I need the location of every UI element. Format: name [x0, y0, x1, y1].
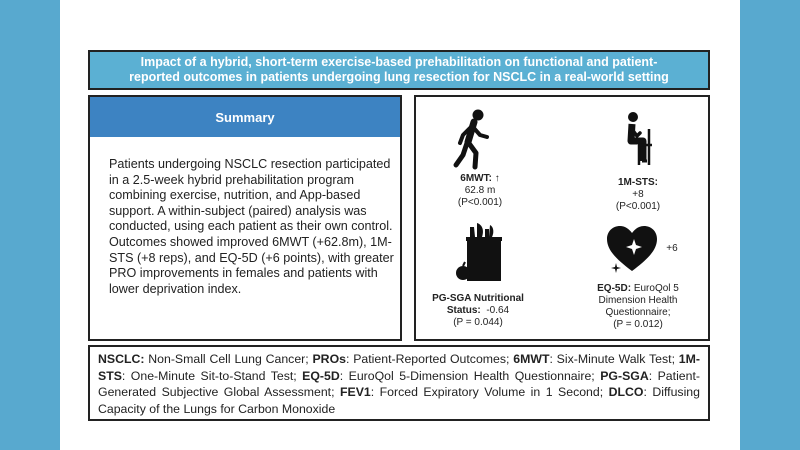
- abbr-term: DLCO: [608, 385, 644, 399]
- abbr-def: : One-Minute Sit-to-Stand Test;: [121, 368, 303, 383]
- abbreviations-panel: [88, 345, 710, 421]
- abbr-term: PROs: [312, 352, 346, 366]
- results-panel: [414, 95, 710, 341]
- abbr-term: PG-SGA: [600, 368, 649, 383]
- summary-body: Patients undergoing NSCLC resection participated in a 2.5-week hybrid prehabilitation program combining exercise, nutrition, and App-based support. A within-subject (paired) analysis was conducted, using each patient as their own control. Outcomes showed improved 6MWT (+62.8m), 1M-STS (+8 reps), and EQ-5D (+6 points), with greater PRO improvements in females and patients with lower deprivation index.: [109, 157, 394, 296]
- metric-6mwt-p: (P<0.001): [457, 197, 503, 208]
- metric-eq5d-p: (P = 0.012): [613, 319, 663, 330]
- abbr-term: 6MWT: [513, 352, 550, 366]
- title-line-2: reported outcomes in patients undergoing lung resection for NSCLC in a real-world setting: [129, 70, 669, 84]
- sitting-person-icon: [616, 111, 660, 169]
- abbr-def: : Patient-Reported Outcomes;: [345, 352, 514, 366]
- metric-1msts-value: +8: [632, 189, 644, 200]
- abbr-def: : EuroQol 5-Dimension Health Questionnaire;: [339, 368, 601, 383]
- metric-pgsga: [418, 293, 538, 329]
- abbr-term: 1M-STS: [98, 352, 700, 383]
- metric-6mwt-value: 62.8 m: [464, 185, 496, 196]
- grocery-bag-icon: [456, 223, 508, 283]
- metric-eq5d-desc-1: EuroQol 5: [633, 283, 679, 294]
- abbr-def: : Forced Expiratory Volume in 1 Second;: [370, 385, 609, 399]
- metric-pgsga-label-2: Status:: [446, 305, 481, 316]
- abbr-def: : Six-Minute Walk Test;: [549, 352, 679, 366]
- eq5d-badge: +6: [666, 243, 678, 254]
- abbr-term: FEV1: [339, 385, 371, 399]
- metric-6mwt-label: 6MWT:: [460, 173, 492, 184]
- metric-1msts-p: (P<0.001): [615, 201, 661, 212]
- title-line-1: Impact of a hybrid, short-term exercise-based prehabilitation on functional and patient-: [140, 55, 658, 69]
- metric-pgsga-value: -0.64: [486, 305, 510, 316]
- metric-6mwt: [436, 173, 524, 209]
- metric-eq5d-desc-2: Dimension Health: [598, 295, 678, 306]
- walking-person-icon: [452, 109, 496, 171]
- metric-1msts-label: 1M-STS:: [618, 177, 658, 188]
- abbr-term: NSCLC:: [98, 352, 145, 366]
- summary-panel: [88, 95, 402, 341]
- metric-1msts: [598, 177, 678, 213]
- abbr-term: EQ-5D: [302, 368, 340, 383]
- page-title: [88, 50, 710, 90]
- abbr-def: : Patient-Generated Subjective Global Assessment;: [98, 368, 700, 399]
- metric-eq5d-label: EQ-5D:: [597, 283, 632, 294]
- metric-eq5d: [582, 283, 694, 331]
- abbr-def: Non-Small Cell Lung Cancer;: [144, 352, 313, 366]
- metric-pgsga-label-1: PG-SGA Nutritional: [432, 293, 524, 304]
- summary-heading: Summary: [90, 97, 400, 137]
- up-arrow-icon: ↑: [494, 173, 500, 184]
- heart-sparkle-icon: [604, 223, 660, 277]
- metric-pgsga-p: (P = 0.044): [453, 317, 503, 328]
- abbr-def: : Diffusing Capacity of the Lungs for Carbon Monoxide: [98, 385, 700, 416]
- metric-eq5d-desc-3: Questionnaire;: [605, 307, 671, 318]
